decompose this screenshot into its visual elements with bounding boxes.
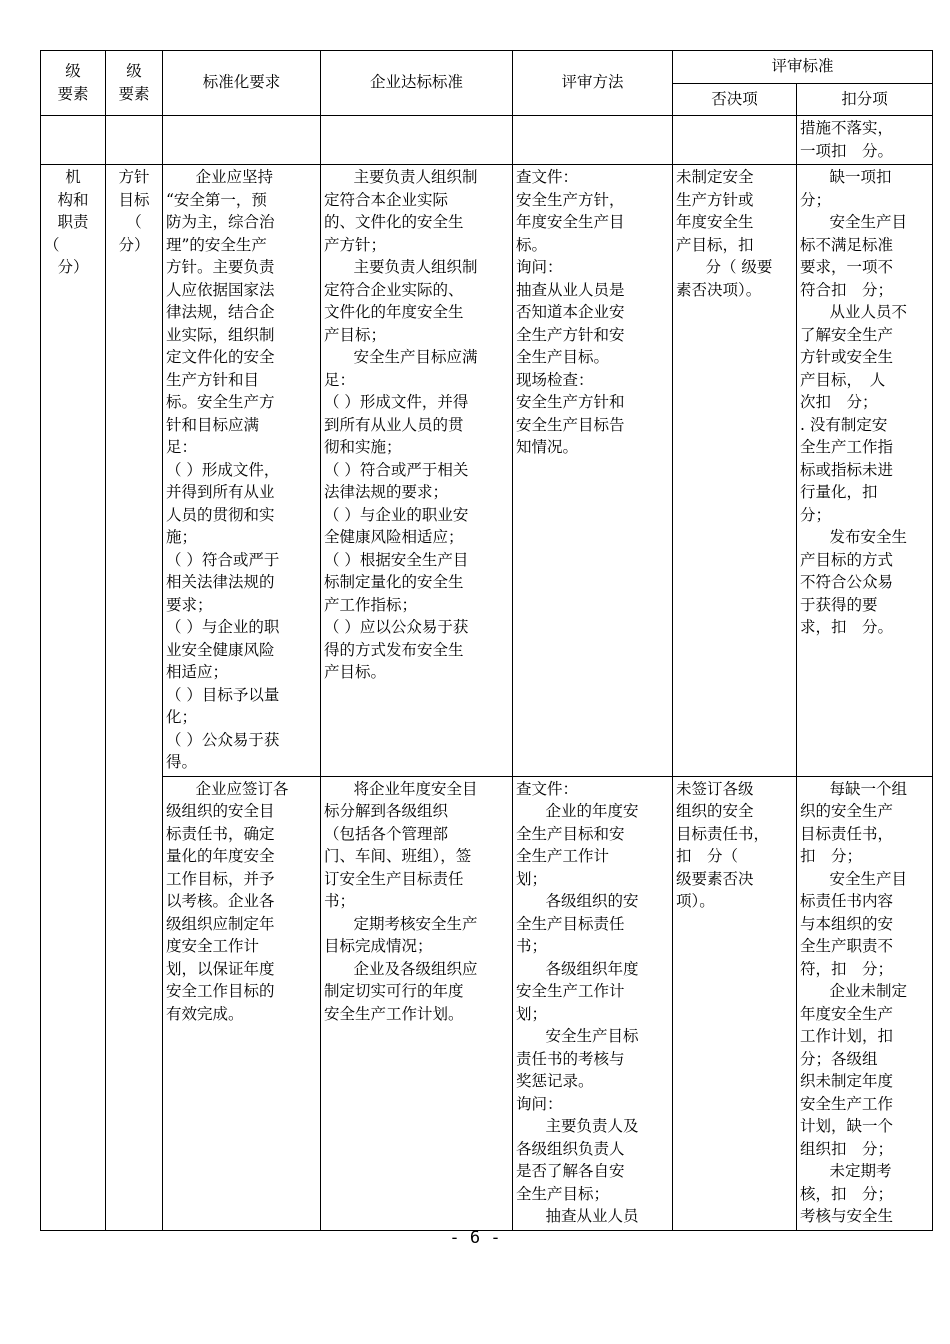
header-level1: 级 要素 [41,51,106,116]
standard-cell [321,165,513,777]
cell-line: 工作目标，并予 [166,869,275,888]
cell-line: 未制定安全 [676,168,754,186]
cell-line: 书； [324,892,356,910]
continuation-row [41,116,933,165]
cell-line: 全生产目标； [516,1184,610,1203]
cell-line: 得。 [166,753,198,771]
cell-line: 不符合公众易 [800,573,894,591]
cell-line: 织的安全生产 [800,802,894,820]
cell-line: 门、车间、班组），签 [324,847,472,865]
cell-line: . 没有制定安 [800,415,888,434]
cell-line: 要求； [166,595,213,614]
cell-line: 项）。 [676,892,715,910]
cell-line: 素否决项）。 [676,280,762,299]
cell-line: 扣 分（ [676,847,739,865]
cell-line: 相适应； [166,663,229,681]
cell-line: 理”的安全生产 [166,235,267,254]
cell-line: 各级组织负责人 [516,1139,625,1158]
cell-line: （包括各个管理部 [324,824,449,843]
cell-line: 律法规，结合企 [166,303,275,321]
cell-line: 安全生产目 [829,213,907,231]
cell-line: （ ）符合或严于 [166,550,280,569]
cell-line: 抽查从业人员是 [516,280,625,299]
cell-line: 业实际，组织制 [166,325,275,344]
cell-line: 标。安全生产方 [166,393,275,411]
cell-line: 人员的贯彻和实 [166,505,275,524]
cell-line: 责任书的考核与 [516,1049,625,1068]
cell-line: （ ）形成文件， [166,460,280,479]
table-row [41,776,933,1230]
cell-line: 抽查从业人员 [545,1207,639,1225]
cell-line: 符，扣 分； [800,959,894,978]
cell-line: 量化的年度安全 [166,847,275,865]
cell-line: 有效完成。 [166,1004,244,1023]
cell-line: 安全生产目 [829,869,907,888]
deduct-cell [797,776,933,1230]
cell-line: 核，扣 分； [800,1184,894,1203]
cell-line: 针和目标应满 [166,415,260,434]
requirement-cell [163,776,321,1230]
cell-line: 法律法规的要求； [324,483,449,501]
cell-line: 安全工作目标的 [166,982,275,1000]
cell-line: 要求，一项不 [800,258,894,276]
cell-line: 年度安全生 [676,213,754,231]
cell-line: 全生产职责不 [800,937,894,955]
cell-line: 到所有从业人员的贯 [324,415,464,434]
header-method: 评审方法 [513,51,673,116]
cell-line: 标。 [516,235,548,254]
cell-line: 查文件： [516,168,579,186]
cell-line: 彻和实施； [324,438,402,456]
cell-line: 标责任书内容 [800,892,894,910]
cell-line: 各级组织的安 [545,892,639,910]
cell-line: 计划，缺一个 [800,1117,894,1135]
cell-line: 企业未制定 [829,982,907,1000]
cell-line: 扣 分； [800,847,863,865]
cell-line: 产方针； [324,235,387,254]
cell-line: 文件化的年度安全生 [324,303,464,321]
cell-line: 产目标； [324,325,387,344]
cell-line: 与本组织的安 [800,914,894,933]
cell-line: 订安全生产目标责任 [324,869,464,888]
cell-line: 企业应坚持 [195,168,273,186]
cell-line: 发布安全生 [829,528,907,546]
cell-line: 企业的年度安 [545,802,639,820]
cell-line: 划，以保证年度 [166,959,275,978]
cell-line: 标责任书，确定 [166,824,275,843]
cell-line: 从业人员不 [829,303,907,321]
cell-line: 企业及各级组织应 [353,959,478,978]
veto-cell [673,165,797,777]
cell-line: 度安全工作计 [166,937,260,955]
cell-line: 询问： [516,1094,563,1113]
cell-line: 次扣 分； [800,393,878,411]
cell-line: 全健康风险相适应； [324,528,464,546]
cell-line: 安全生产目标应满 [353,348,478,366]
cell-line: 标或指标未进 [800,460,894,479]
cell-line: 知情况。 [516,438,579,456]
cell-line: 化； [166,708,198,726]
cell-line: 安全生产目标 [545,1027,639,1045]
table-row [41,165,933,777]
cell-line: （ ）目标予以量 [166,685,280,704]
cell-line: 相关法律法规的 [166,573,275,591]
cell-line: 年度安全生产 [800,1004,894,1023]
method-cell [513,165,673,777]
cell-line: 年度安全生产目 [516,213,625,231]
cell-line: 产目标。 [324,663,387,681]
level2-cell: 方针 目标 （ 分） [106,165,163,1231]
cell-line: 主要负责人组织制 [353,168,478,186]
cell-line: 于获得的要 [800,595,878,614]
cell-line: “安全第一，预 [166,190,267,209]
cell-line: 的、文件化的安全生 [324,213,464,231]
cell-line: 定期考核安全生产 [353,914,478,933]
cell-line: （ ）公众易于获 [166,730,280,749]
method-cell [513,776,673,1230]
cell-line: 生产方针或 [676,190,754,209]
cell-line: 是否了解各自安 [516,1162,625,1180]
header-requirement: 标准化要求 [163,51,321,116]
header-row [41,51,933,84]
cell-line: 产目标， 人 [800,370,886,389]
cell-line: 级组织应制定年 [166,914,275,933]
cell-line: 划； [516,869,548,888]
cell-line: 安全生产方针， [516,190,625,209]
cell-line: （ ）符合或严于相关 [324,460,469,479]
cell-line: 级组织的安全目 [166,802,275,820]
standards-table [40,50,933,1231]
cell-line: 标制定量化的安全生 [324,573,464,591]
header-level2: 级 要素 [106,51,163,116]
cell-line: 安全生产工作计划。 [324,1004,464,1023]
cell-line: 分；各级组 [800,1049,878,1068]
cell-line: 各级组织年度 [545,959,639,978]
cell-line: 产工作指标； [324,595,418,614]
cell-line: （ ）与企业的职业安 [324,505,469,524]
cell-line: （ ）形成文件，并得 [324,393,469,411]
cell-line: 织未制定年度 [800,1072,894,1090]
cell-line: 全生产工作指 [800,438,894,456]
cell-line: 缺一项扣 [829,168,892,186]
cell-line: 施； [166,528,198,546]
deduct-cell [797,165,933,777]
standard-cell [321,776,513,1230]
cell-line: 全生产目标。 [516,348,610,366]
cell-line: 每缺一个组 [829,779,907,798]
cell-line: 定符合本企业实际 [324,190,449,209]
cell-line: 人应依据国家法 [166,280,275,299]
cell-line: 未签订各级 [676,779,754,798]
cell-line: 划； [516,1004,548,1023]
header-criteria: 评审标准 [673,51,933,84]
cell-line: 组织的安全 [676,802,754,820]
cell-line: 安全生产工作计 [516,982,625,1000]
cell-line: 制定切实可行的年度 [324,982,464,1000]
cell-line: 查文件： [516,779,579,798]
cell-line: 组织扣 分； [800,1139,894,1158]
cell-line: 并得到所有从业 [166,483,275,501]
cell-line: 安全生产目标告 [516,415,625,434]
cell-line: 现场检查： [516,370,594,389]
cell-line: 目标责任书， [800,824,894,843]
cell-line: 主要负责人及 [545,1117,639,1135]
cell-line: 了解安全生产 [800,325,894,344]
header-deduct: 扣分项 [797,84,933,116]
cell-line: 产目标，扣 [676,235,754,254]
cell-line: 企业应签订各 [195,779,289,798]
cell-line: 标不满足标准 [800,235,894,254]
page-number: - 6 - [449,1228,501,1248]
cell-line: 将企业年度安全目 [353,779,478,798]
cell-line: 标分解到各级组织 [324,802,449,820]
cell-line: 符合扣 分； [800,280,894,299]
cell-line: 定文件化的安全 [166,348,275,366]
cell-line: 主要负责人组织制 [353,258,478,276]
cell-line: 行量化，扣 [800,483,878,501]
header-standard: 企业达标标准 [321,51,513,116]
cell-line: 安全生产工作 [800,1094,894,1113]
cell-line: （ ）根据安全生产目 [324,550,469,569]
cell-line: 生产方针和目 [166,370,260,389]
cell-line: 奖惩记录。 [516,1072,594,1090]
cell-line: 工作计划，扣 [800,1027,894,1045]
cell-line: 分； [800,190,832,209]
cell-line: 全生产工作计 [516,847,610,865]
requirement-cell [163,165,321,777]
cell-line: 全生产目标和安 [516,824,625,843]
cell-line: 安全生产方针和 [516,393,625,411]
cell-line: （ ）与企业的职 [166,618,280,636]
cell-line: 定符合企业实际的、 [324,280,464,299]
cell-line: 足： [166,438,198,456]
continuation-deduct: 措施不落实， 一项扣 分。 [797,116,933,165]
cell-line: 分； [800,505,832,524]
cell-line: 方针或安全生 [800,348,894,366]
cell-line: 书； [516,937,548,955]
cell-line: 否知道本企业安 [516,303,625,321]
cell-line: 防为主，综合治 [166,213,275,231]
cell-line: 以考核。企业各 [166,892,275,910]
cell-line: 产目标的方式 [800,550,894,569]
level1-cell: 机 构和 职责 （ 分） [41,165,106,1231]
cell-line: 询问： [516,258,563,276]
veto-cell [673,776,797,1230]
cell-line: 级要素否决 [676,869,754,888]
cell-line: 业安全健康风险 [166,640,275,659]
cell-line: 目标责任书， [676,824,770,843]
cell-line: 全生产目标责任 [516,914,625,933]
cell-line: 全生产方针和安 [516,325,625,344]
cell-line: 分（ 级要 [705,258,773,276]
cell-line: 未定期考 [829,1162,892,1180]
cell-line: 考核与安全生 [800,1207,894,1225]
header-veto: 否决项 [673,84,797,116]
cell-line: 足： [324,370,356,389]
cell-line: 方针。主要负责 [166,258,275,276]
cell-line: 求，扣 分。 [800,618,894,636]
cell-line: 得的方式发布安全生 [324,640,464,659]
cell-line: （ ）应以公众易于获 [324,618,469,636]
cell-line: 目标完成情况； [324,937,433,955]
